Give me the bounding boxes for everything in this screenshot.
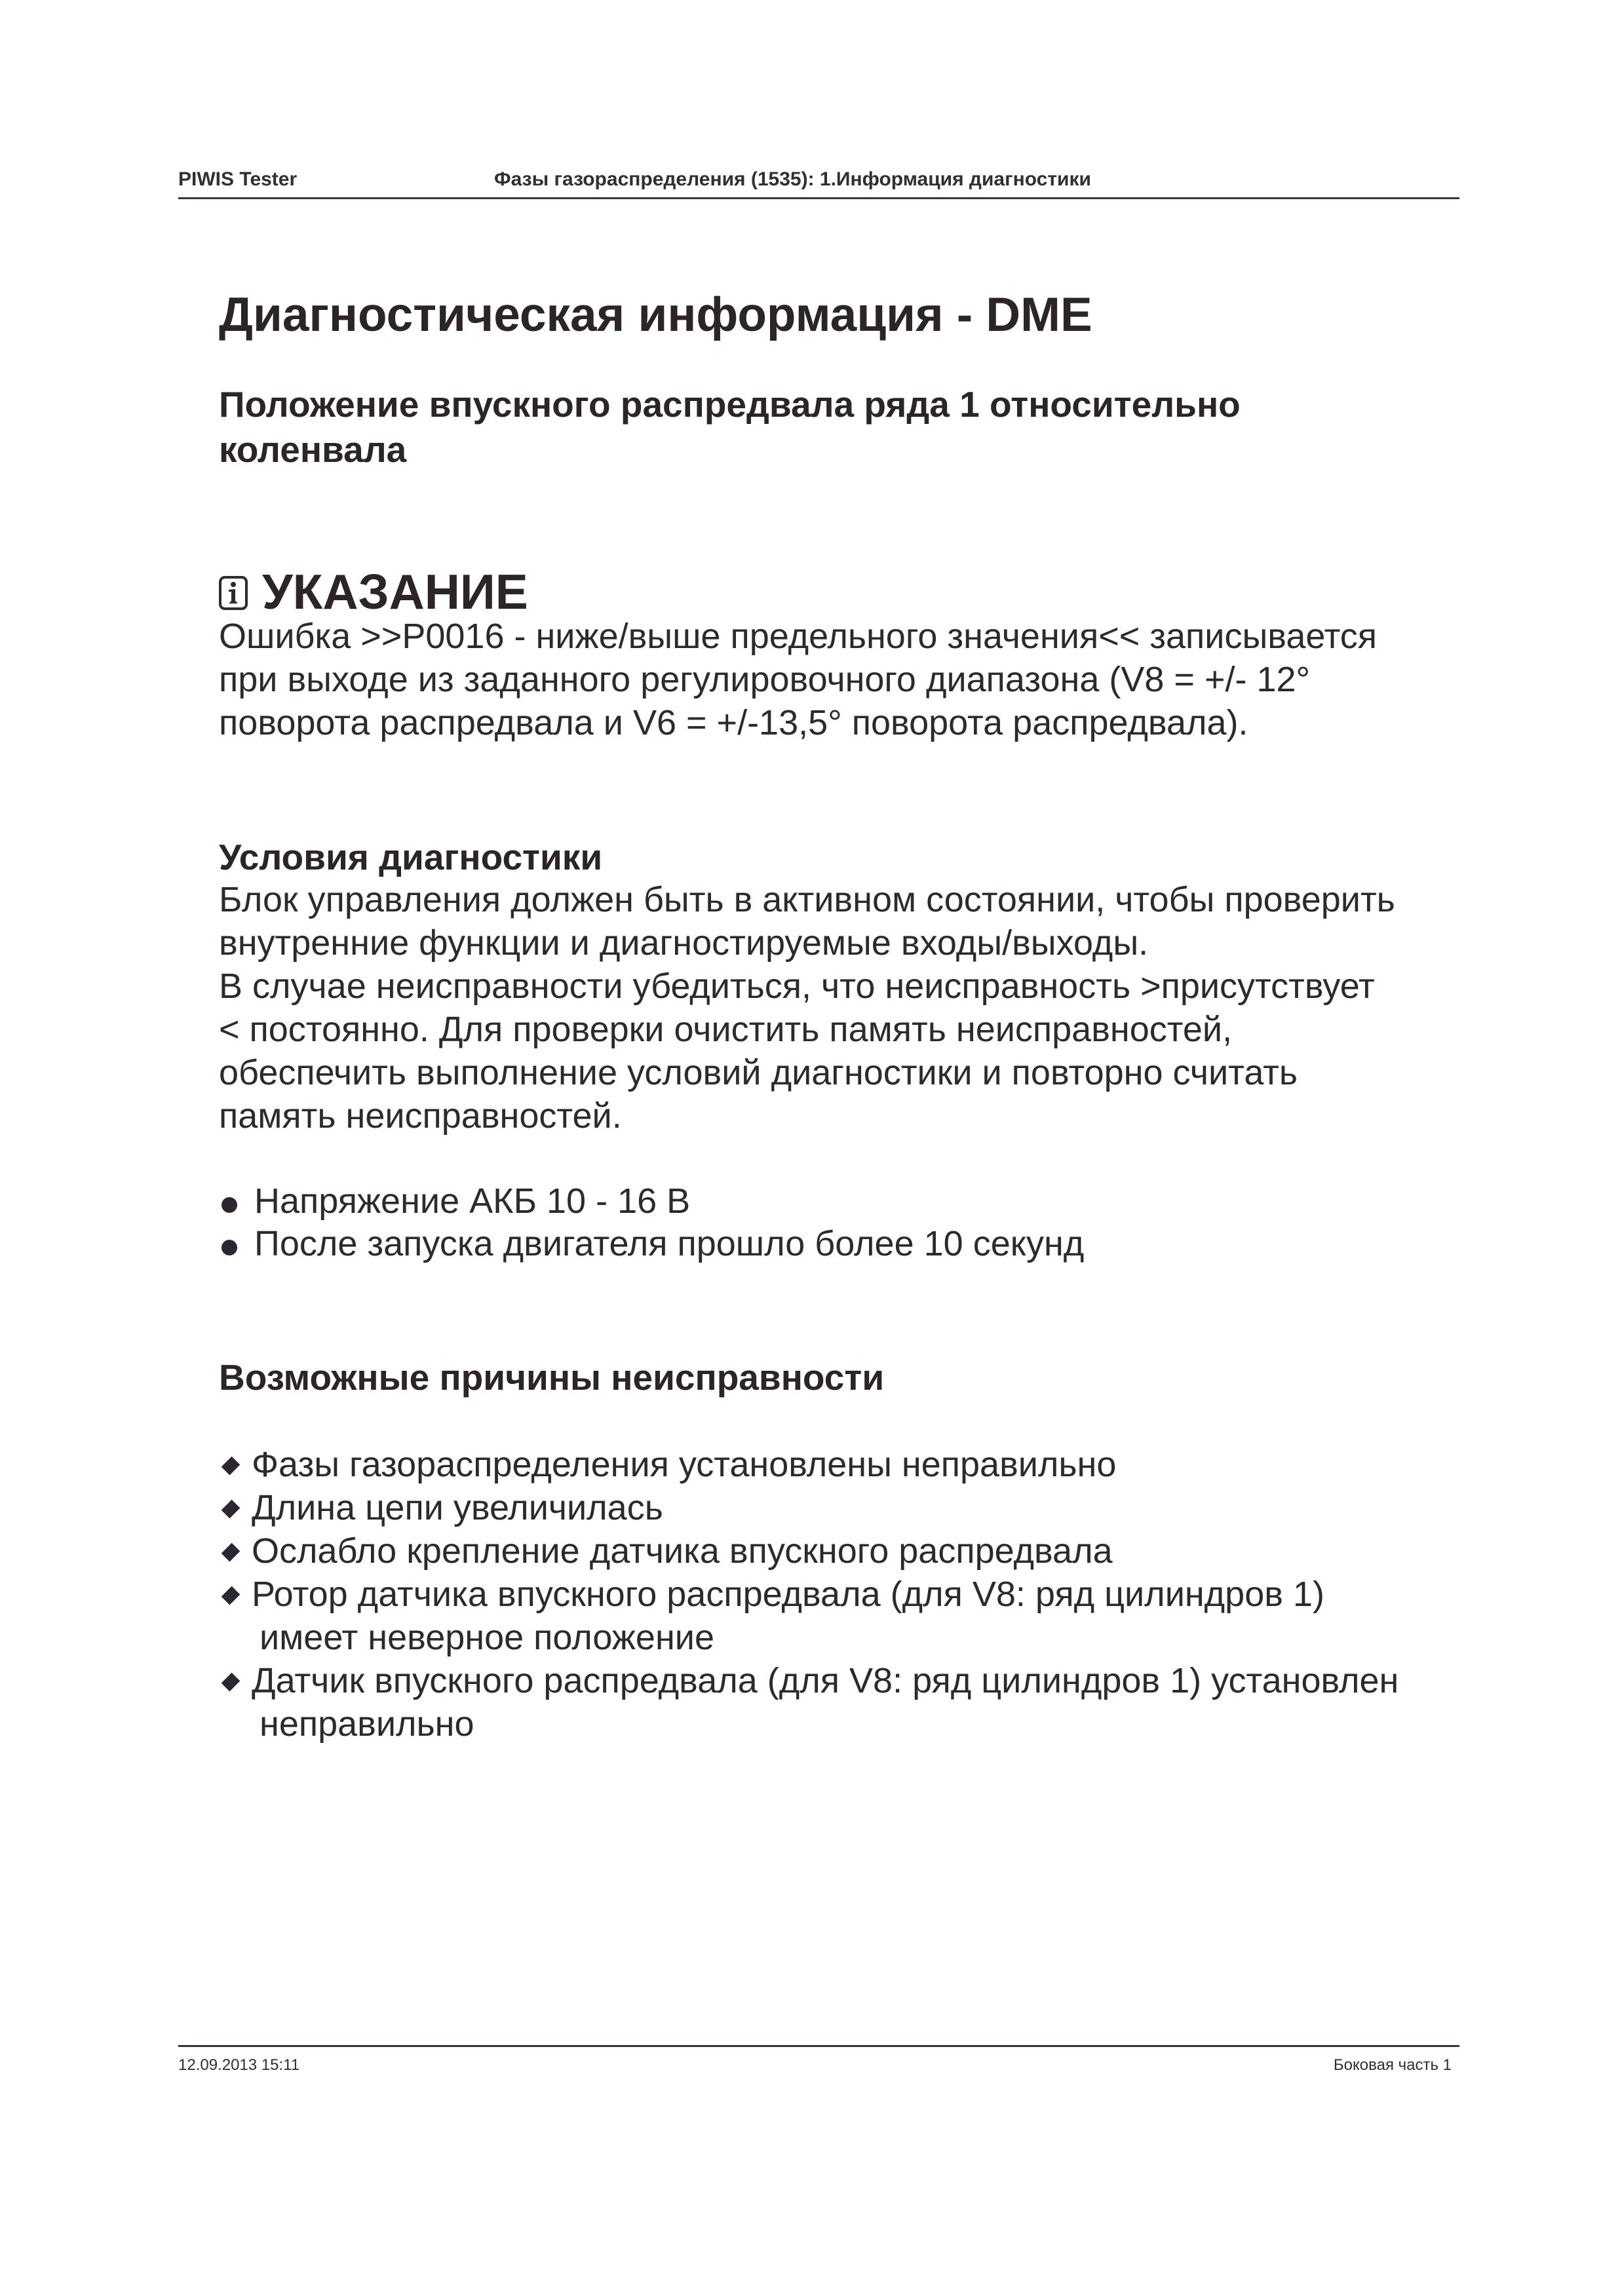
causes-list [219,1443,1398,1746]
diamond-bullet-icon [222,1543,241,1562]
conditions-line: Блок управления должен быть в активном состоянии, чтобы проверить [219,880,1395,919]
list-item [219,1486,1398,1529]
list-item-continuation: имеет неверное положение [260,1618,714,1657]
header-app-name: PIWIS Tester [178,168,298,190]
conditions-line: память неисправностей. [219,1096,622,1136]
list-item-text: После запуска двигателя прошло более 10 секунд [254,1224,1085,1263]
causes-heading: Возможные причины неисправности [219,1357,885,1398]
list-item-continuation: неправильно [260,1704,474,1744]
conditions-line: В случае неисправности убедиться, что неисправность >присутствует [219,966,1375,1006]
list-item [219,1573,1398,1659]
diamond-bullet-icon [222,1457,241,1476]
list-item-text: Ослабло крепление датчика впускного распредвала [252,1531,1113,1571]
conditions-heading: Условия диагностики [219,837,603,877]
bullet-icon [222,1197,237,1213]
note-line: при выходе из заданного регулировочного диапазона (V8 = +/- 12° [219,660,1311,699]
note-line: поворота распредвала и V6 = +/-13,5° поворота распредвала). [219,703,1248,742]
conditions-list [219,1180,1084,1265]
footer-page-label: Боковая часть 1 [1333,2056,1452,2074]
diamond-bullet-icon [222,1500,241,1519]
info-icon [219,576,248,610]
list-item-text: Датчик впускного распредвала (для V8: ряд цилиндров 1) установлен [252,1661,1399,1700]
list-item-text: Фазы газораспределения установлены неправильно [252,1445,1117,1484]
note-line: Ошибка >>P0016 - ниже/выше предельного значения<< записывается [219,617,1377,656]
list-item-text: Длина цепи увеличилась [252,1488,663,1527]
note-label: УКАЗАНИЕ [262,564,528,619]
conditions-line: внутренние функции и диагностируемые входы/выходы. [219,923,1149,963]
conditions-line: < постоянно. Для проверки очистить память неисправностей, [219,1010,1233,1049]
footer-timestamp: 12.09.2013 15:11 [178,2056,300,2074]
note-heading [219,562,528,621]
note-body [219,615,1377,744]
list-item-text: Ротор датчика впускного распредвала (для V8: ряд цилиндров 1) [252,1575,1324,1614]
header-document-title: Фазы газораспределения (1535): 1.Информация диагностики [494,168,1091,190]
conditions-body [219,878,1395,1138]
list-item-text: Напряжение АКБ 10 - 16 В [254,1181,691,1221]
conditions-line: обеспечить выполнение условий диагностики и повторно считать [219,1053,1298,1092]
list-item [219,1180,1084,1223]
diamond-bullet-icon [222,1586,241,1605]
bullet-icon [222,1240,237,1255]
header-divider [178,197,1459,199]
page-subtitle: Положение впускного распредвала ряда 1 относительно коленвала [219,384,1241,470]
list-item [219,1659,1398,1746]
list-item [219,1223,1084,1265]
diamond-bullet-icon [222,1673,241,1692]
list-item [219,1529,1398,1573]
page-title: Диагностическая информация - DME [219,288,1092,341]
list-item [219,1443,1398,1486]
footer-divider [178,2045,1459,2047]
